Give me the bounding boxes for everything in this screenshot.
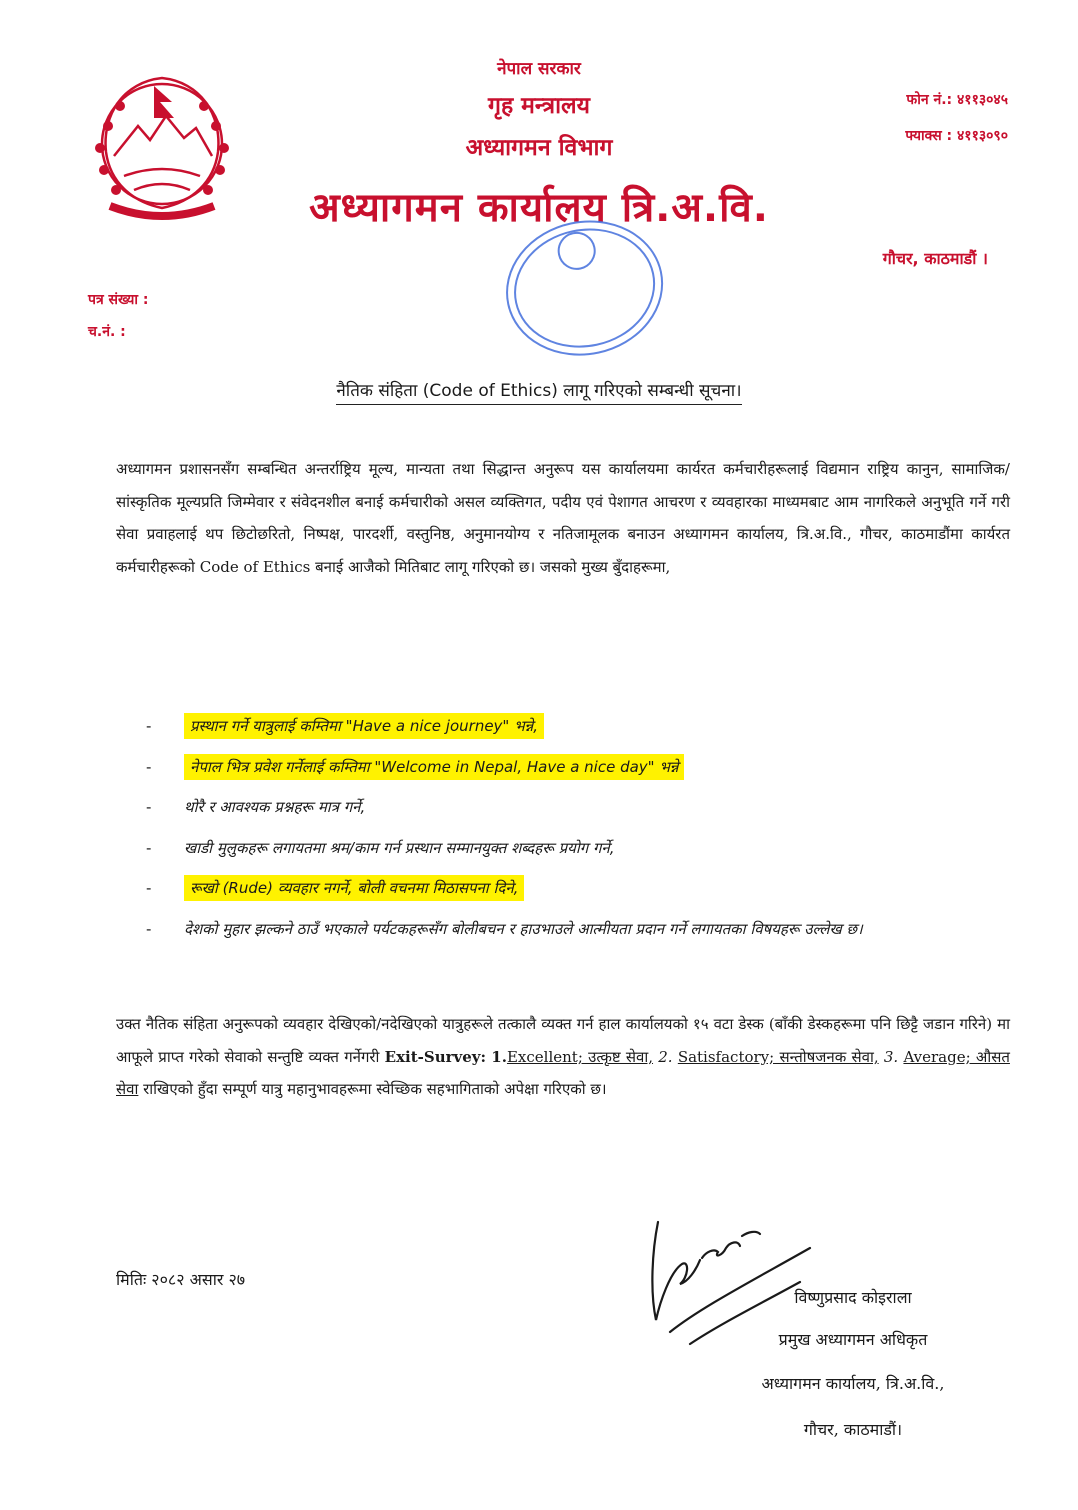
survey-option-average: Average; औसत सेवा <box>116 1047 1010 1099</box>
bullet-dash: - <box>146 798 152 816</box>
notice-subject: नैतिक संहिता (Code of Ethics) लागू गरिएको सम्बन्धी सूचना। <box>0 378 1078 401</box>
bullet-dash: - <box>146 838 152 857</box>
bullet-text: खाडी मुलुकहरू लगायतमा श्रम/काम गर्न प्रस्थान सम्मानयुक्त शब्दहरू प्रयोग गर्ने, <box>184 838 615 857</box>
office-address: गौचर, काठमाडौं । <box>882 249 988 268</box>
survey-option-excellent: Excellent; उत्कृष्ट सेवा, <box>506 1047 654 1066</box>
list-item <box>140 909 1020 950</box>
list-item <box>140 706 1020 747</box>
closing-text: उक्त नैतिक संहिता अनुरूपको व्यवहार देखिएको/नदेखिएको यात्रुहरूले तत्कालै व्यक्त गर्न हाल कार्यालयको १५ वटा डेस्क (बाँकी डेस्कहरूमा पनि छिट्टै जडान गरिने) मा आफूले प्राप्त गरेको सेवाको सन्तुष्टि व्यक्त गर्नेगरी <box>116 1015 1010 1066</box>
office-title: अध्यागमन कार्यालय त्रि.अ.वि. <box>309 185 769 231</box>
bullet-text: प्रस्थान गर्ने यात्रुलाई कम्तिमा "Have a nice journey" भन्ने, <box>184 713 544 739</box>
phone-number: फोन नं.: ४११३०४५ <box>906 92 1008 108</box>
signatory-title: प्रमुख अध्यागमन अधिकृत <box>778 1330 928 1349</box>
bullet-text: थोरै र आवश्यक प्रश्नहरू मात्र गर्ने, <box>184 798 366 816</box>
ministry-title: गृह मन्त्रालय <box>488 93 590 119</box>
office-stamp-icon <box>500 210 670 370</box>
closing-paragraph <box>116 1008 1010 1106</box>
bullet-text: नेपाल भित्र प्रवेश गर्नेलाई कम्तिमा "Welcome in Nepal, Have a nice day" भन्ने <box>184 754 684 780</box>
signatory-name: विष्णुप्रसाद कोइराला <box>794 1288 912 1307</box>
intro-paragraph: अध्यागमन प्रशासनसँग सम्बन्धित अन्तर्राष्ट्रिय मूल्य, मान्यता तथा सिद्धान्त अनुरूप यस कार्यालयमा कार्यरत कर्मचारीहरूलाई विद्यमान राष्ट्रिय कानुन, सामाजिक/सांस्कृतिक मूल्यप्रति जिम्मेवार र संवेदनशील बनाई कर्मचारीको असल व्यक्तिगत, पदीय एवं पेशागत आचरण र व्यवहारका माध्यमबाट आम नागरिकले अनुभूति गर्ने गरी सेवा प्रवाहलाई थप छिटोछरितो, निष्पक्ष, पारदर्शी, वस्तुनिष्ठ, अनुमानयोग्य र नतिजामूलक बनाउन अध्यागमन कार्यालय, त्रि.अ.वि., गौचर, काठमाडौंमा कार्यरत कर्मचारीहरूको Code of Ethics बनाई आजैको मितिबाट लागू गरिएको छ। जसको मुख्य बुँदाहरूमा, <box>116 460 1010 577</box>
fax-number: फ्याक्स : ४११३०९० <box>905 128 1008 144</box>
survey-label: Exit-Survey: <box>384 1047 487 1066</box>
list-item <box>140 868 1020 909</box>
bullet-text: रूखो (Rude) व्यवहार नगर्ने, बोली वचनमा मिठासपना दिने, <box>184 875 524 901</box>
notice-date: मितिः २०८२ असार २७ <box>116 1270 246 1289</box>
option-number: 3. <box>883 1047 899 1066</box>
government-title: नेपाल सरकार <box>497 59 581 79</box>
letter-number-label: पत्र संख्या : <box>88 292 149 308</box>
bullet-dash: - <box>146 919 152 938</box>
signatory-office: अध्यागमन कार्यालय, त्रि.अ.वि., <box>761 1374 945 1393</box>
bullet-text: देशको मुहार झल्कने ठाउँ भएकाले पर्यटकहरूसँग बोलीबचन र हाउभाउले आत्मीयता प्रदान गर्ने लगायतका विषयहरू उल्लेख छ। <box>184 919 863 938</box>
reference-number-label: च.नं. : <box>88 324 126 340</box>
ethics-points-list <box>140 706 1020 949</box>
survey-option-satisfactory: Satisfactory; सन्तोषजनक सेवा, <box>677 1047 879 1066</box>
bullet-dash: - <box>146 879 152 897</box>
signatory-address: गौचर, काठमाडौं। <box>803 1420 903 1439</box>
closing-text: राखिएको हुँदा सम्पूर्ण यात्रु महानुभावहरूमा स्वेच्छिक सहभागिताको अपेक्षा गरिएको छ। <box>143 1080 607 1099</box>
bullet-dash: - <box>146 757 152 776</box>
bullet-dash: - <box>146 717 152 735</box>
list-item <box>140 747 1020 788</box>
department-title: अध्यागमन विभाग <box>465 135 613 161</box>
option-number: 1. <box>491 1047 507 1066</box>
list-item <box>140 787 1020 828</box>
list-item <box>140 828 1020 869</box>
option-number: 2. <box>658 1047 673 1066</box>
